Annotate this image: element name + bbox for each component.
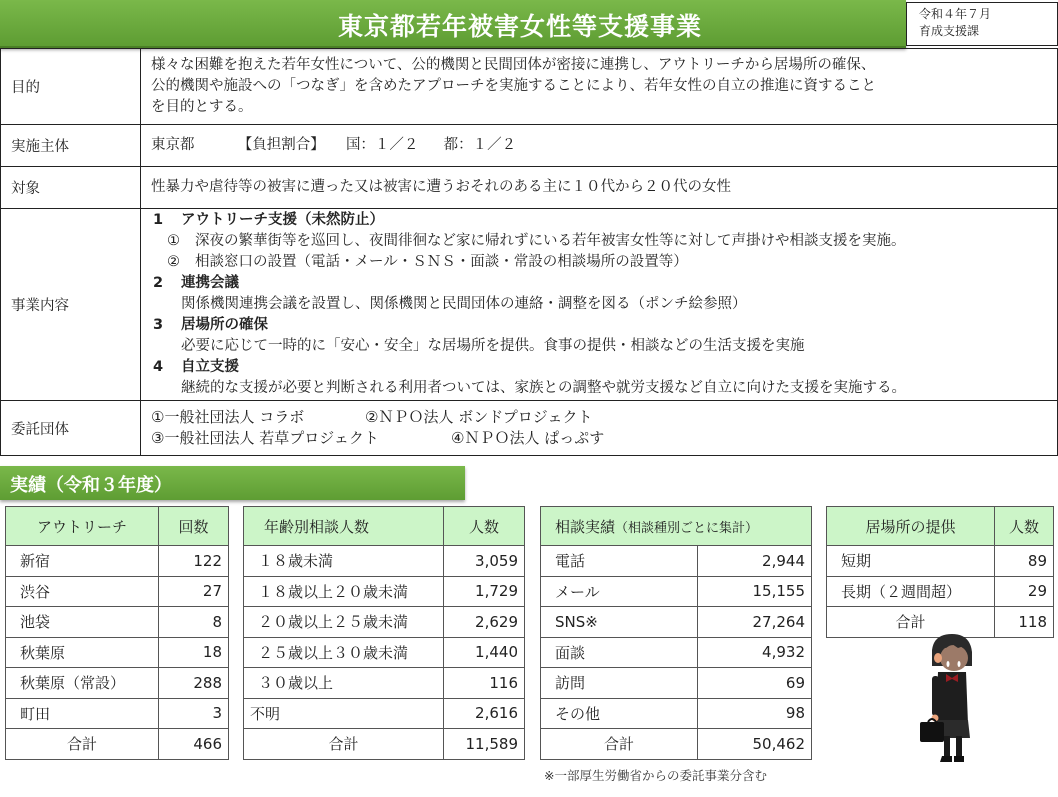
table-row: １８歳未満 3,059: [244, 546, 525, 577]
table-row: その他 98: [541, 698, 812, 729]
contractor-1: ①一般社団法人 コラボ: [151, 408, 305, 426]
business-row: [1, 209, 1058, 401]
outline-table: [0, 48, 1058, 456]
page-title: 東京都若年被害女性等支援事業: [337, 12, 702, 41]
total-row: 合計 11,589: [244, 729, 525, 760]
business-item-1-title: 1 アウトリーチ支援（未然防止）: [153, 212, 384, 228]
title-bar: [0, 0, 906, 48]
col-header: アウトリーチ: [6, 507, 159, 546]
col-header: 相談実績（相談種別ごとに集計）: [541, 507, 812, 546]
department-text: 育成支援課: [919, 24, 980, 38]
contractor-4: ④ＮＰＯ法人 ぱっぷす: [451, 429, 605, 447]
national-share: 国：１／２: [345, 137, 419, 153]
table-row: 訪問 69: [541, 668, 812, 699]
table-row: 秋葉原（常設） 288: [6, 668, 229, 699]
share-label: 【負担割合】: [237, 137, 325, 153]
footnote: ※一部厚生労働省からの委託事業分含む: [544, 768, 767, 783]
table-row: ２０歳以上２５歳未満 2,629: [244, 607, 525, 638]
date-department-box: [906, 2, 1058, 46]
table-row: 短期 89: [827, 546, 1054, 577]
contractors-row: [1, 401, 1058, 456]
total-row: 合計 50,462: [541, 729, 812, 760]
implementer-label: 実施主体: [1, 125, 141, 167]
table-row: 町田 3: [6, 698, 229, 729]
table-row: 電話 2,944: [541, 546, 812, 577]
implementer-row: [1, 125, 1058, 167]
outreach-table: [5, 506, 229, 760]
table-row: 渋谷 27: [6, 576, 229, 607]
shelter-table: [826, 506, 1054, 638]
col-header: 回数: [159, 507, 229, 546]
business-item-2-title: 2 連携会議: [153, 275, 239, 291]
table-row: 不明 2,616: [244, 698, 525, 729]
target-label: 対象: [1, 167, 141, 209]
results-heading: 実績（令和３年度）: [10, 475, 172, 496]
crying-girl-illustration: [918, 632, 988, 772]
business-item-4-body: 継続的な支援が必要と判断される利用者ついては、家族との調整や就労支援など自立に向けた支援を実施する。: [181, 380, 906, 396]
business-label: 事業内容: [1, 209, 141, 401]
col-header: 人数: [444, 507, 525, 546]
business-item-3-body: 必要に応じて一時的に「安心・安全」な居場所を提供。食事の提供・相談などの生活支援を実施: [181, 338, 805, 354]
table-row: ３０歳以上 116: [244, 668, 525, 699]
col-header: 年齢別相談人数: [244, 507, 444, 546]
business-item-4-title: 4 自立支援: [153, 359, 239, 375]
table-row: ２５歳以上３０歳未満 1,440: [244, 637, 525, 668]
purpose-line: 様々な困難を抱えた若年女性について、公的機関と民間団体が密接に連携し、アウトリーチから居場所の確保、: [151, 57, 876, 73]
table-row: メール 15,155: [541, 576, 812, 607]
table-row: １８歳以上２０歳未満 1,729: [244, 576, 525, 607]
table-row: 秋葉原 18: [6, 637, 229, 668]
business-content: [141, 209, 1058, 401]
contractors-label: 委託団体: [1, 401, 141, 456]
table-row: 池袋 8: [6, 607, 229, 638]
age-consult-table: [243, 506, 525, 760]
table-row: 新宿 122: [6, 546, 229, 577]
business-item-3-title: 3 居場所の確保: [153, 317, 268, 333]
table-row: 長期（２週間超） 29: [827, 576, 1054, 607]
business-item-2-body: 関係機関連携会議を設置し、関係機関と民間団体の連絡・調整を図る（ポンチ絵参照）: [181, 296, 747, 312]
contractors-content: [141, 401, 1058, 456]
purpose-row: [1, 49, 1058, 125]
date-text: 令和４年７月: [919, 7, 992, 21]
purpose-content: [141, 49, 1058, 125]
table-row: SNS※ 27,264: [541, 607, 812, 638]
implementer-entity: 東京都: [151, 137, 195, 153]
results-heading-bar: [0, 466, 465, 500]
contractor-3: ③一般社団法人 若草プロジェクト: [151, 429, 379, 447]
total-row: 合計 466: [6, 729, 229, 760]
metro-share: 都：１／２: [443, 137, 517, 153]
contractor-2: ②ＮＰＯ法人 ボンドプロジェクト: [365, 408, 593, 426]
col-header: 人数: [995, 507, 1054, 546]
purpose-line: を目的とする。: [151, 99, 253, 115]
table-row: 面談 4,932: [541, 637, 812, 668]
implementer-content: [141, 125, 1058, 167]
business-item-1-sub-1: ① 深夜の繁華街等を巡回し、夜間徘徊など家に帰れずにいる若年被害女性等に対して声掛けや相談支援を実施。: [167, 233, 906, 249]
total-row: 合計 118: [827, 607, 1054, 638]
target-content: 性暴力や虐待等の被害に遭った又は被害に遭うおそれのある主に１０代から２０代の女性: [141, 167, 1058, 209]
purpose-line: 公的機関や施設への「つなぎ」を含めたアプローチを実施することにより、若年女性の自立の推進に資すること: [151, 78, 876, 94]
target-row: [1, 167, 1058, 209]
col-header: 居場所の提供: [827, 507, 995, 546]
consultation-table: [540, 506, 812, 760]
business-item-1-sub-2: ② 相談窓口の設置（電話・メール・ＳＮＳ・面談・常設の相談場所の設置等）: [167, 254, 688, 270]
purpose-label: 目的: [1, 49, 141, 125]
